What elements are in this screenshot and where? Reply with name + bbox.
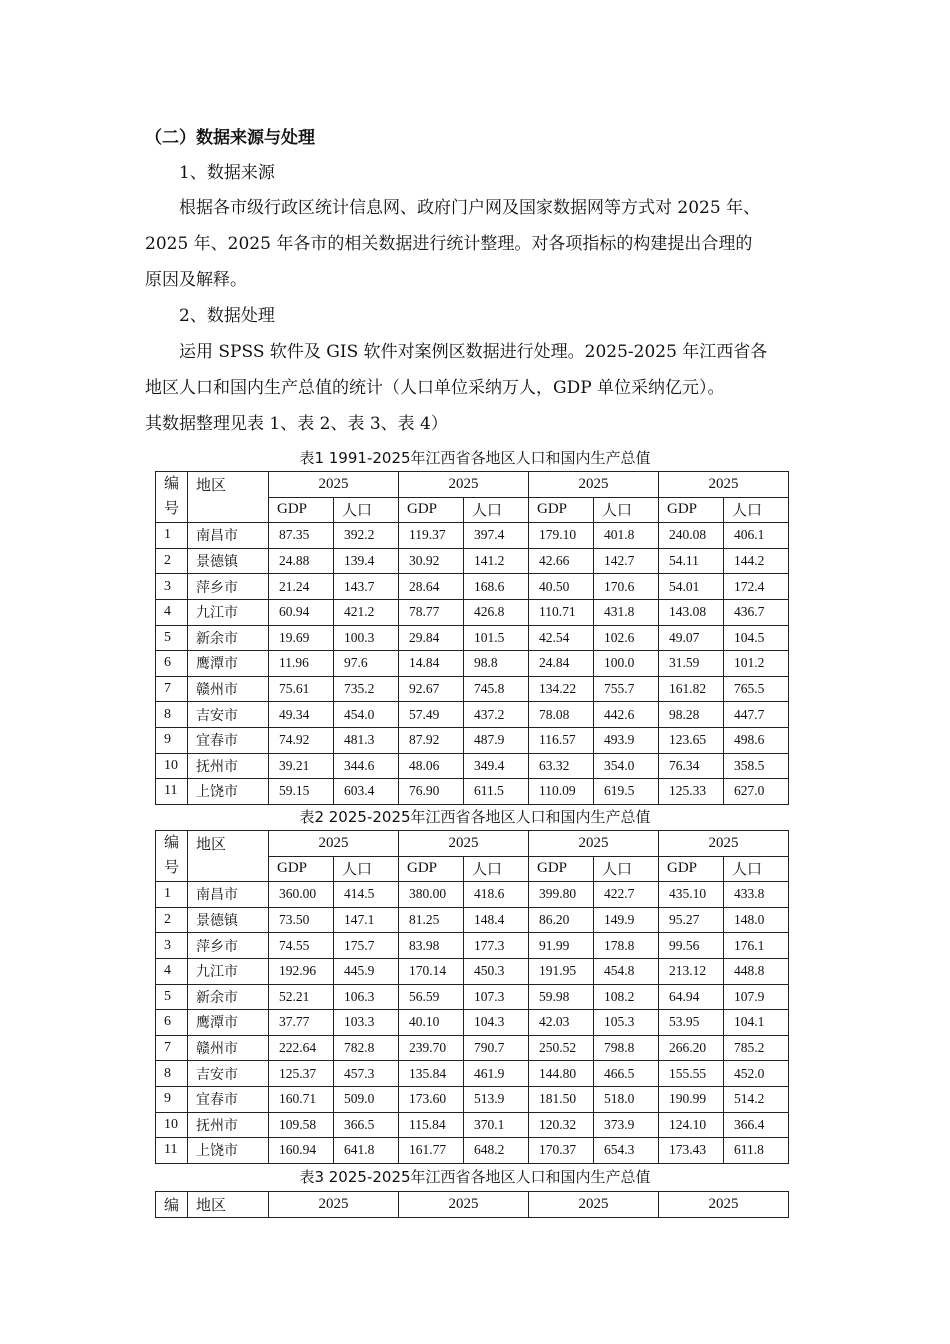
region-header: 地区 [188,472,269,523]
population-cell: 782.8 [334,1035,399,1061]
population-cell: 354.0 [594,753,659,779]
gdp-cell: 109.58 [269,1112,334,1138]
table-caption: 表2 2025-2025年江西省各地区人口和国内生产总值 [299,808,651,826]
row-index: 5 [156,984,188,1010]
gdp-cell: 170.14 [399,958,464,984]
gdp-cell: 181.50 [529,1086,594,1112]
table-row [156,1138,789,1164]
table-row [156,1086,789,1112]
year-header: 2025 [269,1192,399,1218]
gdp-cell: 380.00 [399,882,464,908]
population-cell: 436.7 [724,599,789,625]
table-row [156,882,789,908]
gdp-cell: 99.56 [659,933,724,959]
population-cell: 745.8 [464,676,529,702]
gdp-cell: 86.20 [529,907,594,933]
table-row [156,1010,789,1036]
population-cell: 603.4 [334,779,399,805]
row-index: 8 [156,1061,188,1087]
gdp-cell: 59.98 [529,984,594,1010]
region-cell: 抚州市 [188,753,269,779]
paragraph-line: 其数据整理见表 1、表 2、表 3、表 4） [145,414,448,434]
table-header-row [156,472,789,498]
population-cell: 798.8 [594,1035,659,1061]
population-cell: 611.8 [724,1138,789,1164]
index-header: 编 [156,1192,188,1218]
year-header: 2025 [399,472,529,498]
gdp-cell: 124.10 [659,1112,724,1138]
table-row [156,625,789,651]
gdp-cell: 42.54 [529,625,594,651]
population-cell: 101.5 [464,625,529,651]
gdp-cell: 64.94 [659,984,724,1010]
table-row [156,548,789,574]
population-cell: 627.0 [724,779,789,805]
gdp-cell: 91.99 [529,933,594,959]
gdp-header: GDP [399,856,464,882]
gdp-cell: 213.12 [659,958,724,984]
table-row [156,574,789,600]
year-header: 2025 [529,472,659,498]
region-cell: 九江市 [188,958,269,984]
row-index: 7 [156,1035,188,1061]
gdp-cell: 54.11 [659,548,724,574]
population-cell: 97.6 [334,651,399,677]
row-index: 3 [156,574,188,600]
row-index: 7 [156,676,188,702]
table-row [156,523,789,549]
population-cell: 370.1 [464,1112,529,1138]
gdp-cell: 74.92 [269,727,334,753]
year-header: 2025 [269,831,399,857]
gdp-cell: 19.69 [269,625,334,651]
table-row [156,702,789,728]
gdp-cell: 28.64 [399,574,464,600]
gdp-cell: 144.80 [529,1061,594,1087]
gdp-cell: 78.08 [529,702,594,728]
population-cell: 433.8 [724,882,789,908]
population-cell: 466.5 [594,1061,659,1087]
population-cell: 103.3 [334,1010,399,1036]
gdp-cell: 125.33 [659,779,724,805]
region-cell: 鹰潭市 [188,1010,269,1036]
population-cell: 107.3 [464,984,529,1010]
gdp-header: GDP [399,497,464,523]
gdp-cell: 53.95 [659,1010,724,1036]
gdp-cell: 52.21 [269,984,334,1010]
population-header: 人口 [594,497,659,523]
gdp-header: GDP [529,856,594,882]
row-index: 6 [156,1010,188,1036]
paragraph-line: 运用 SPSS 软件及 GIS 软件对案例区数据进行处理。2025-2025 年江西省各 [179,342,768,362]
gdp-cell: 116.57 [529,727,594,753]
table-row [156,907,789,933]
region-cell: 新余市 [188,984,269,1010]
region-cell: 宜春市 [188,727,269,753]
region-cell: 赣州市 [188,676,269,702]
gdp-cell: 49.07 [659,625,724,651]
gdp-cell: 76.90 [399,779,464,805]
row-index: 4 [156,599,188,625]
gdp-cell: 42.66 [529,548,594,574]
population-cell: 445.9 [334,958,399,984]
population-header: 人口 [464,497,529,523]
population-cell: 442.6 [594,702,659,728]
gdp-header: GDP [269,497,334,523]
region-header: 地区 [188,831,269,882]
year-header: 2025 [399,1192,529,1218]
table-row [156,651,789,677]
population-cell: 422.7 [594,882,659,908]
population-cell: 414.5 [334,882,399,908]
table-row [156,1061,789,1087]
gdp-cell: 173.60 [399,1086,464,1112]
gdp-cell: 40.10 [399,1010,464,1036]
gdp-cell: 190.99 [659,1086,724,1112]
table-row [156,676,789,702]
population-cell: 447.7 [724,702,789,728]
gdp-cell: 435.10 [659,882,724,908]
population-cell: 366.5 [334,1112,399,1138]
population-cell: 611.5 [464,779,529,805]
index-header: 编 号 [156,831,188,882]
region-cell: 萍乡市 [188,933,269,959]
population-cell: 149.9 [594,907,659,933]
table-row [156,1035,789,1061]
gdp-cell: 110.09 [529,779,594,805]
gdp-cell: 95.27 [659,907,724,933]
gdp-cell: 179.10 [529,523,594,549]
population-cell: 392.2 [334,523,399,549]
population-cell: 172.4 [724,574,789,600]
population-cell: 509.0 [334,1086,399,1112]
row-index: 10 [156,753,188,779]
population-cell: 105.3 [594,1010,659,1036]
population-cell: 518.0 [594,1086,659,1112]
population-cell: 457.3 [334,1061,399,1087]
region-cell: 南昌市 [188,882,269,908]
paragraph-data-source [145,190,825,298]
gdp-cell: 173.43 [659,1138,724,1164]
population-cell: 168.6 [464,574,529,600]
population-cell: 349.4 [464,753,529,779]
population-cell: 397.4 [464,523,529,549]
gdp-cell: 57.49 [399,702,464,728]
gdp-cell: 76.34 [659,753,724,779]
region-cell: 吉安市 [188,702,269,728]
region-cell: 萍乡市 [188,574,269,600]
gdp-cell: 48.06 [399,753,464,779]
population-cell: 452.0 [724,1061,789,1087]
gdp-cell: 30.92 [399,548,464,574]
region-cell: 宜春市 [188,1086,269,1112]
population-cell: 785.2 [724,1035,789,1061]
region-cell: 南昌市 [188,523,269,549]
population-cell: 755.7 [594,676,659,702]
population-cell: 104.1 [724,1010,789,1036]
gdp-cell: 155.55 [659,1061,724,1087]
population-cell: 735.2 [334,676,399,702]
gdp-cell: 125.37 [269,1061,334,1087]
population-cell: 108.2 [594,984,659,1010]
population-header: 人口 [334,856,399,882]
population-header: 人口 [594,856,659,882]
gdp-cell: 119.37 [399,523,464,549]
data-table [155,471,789,805]
gdp-cell: 73.50 [269,907,334,933]
gdp-cell: 63.32 [529,753,594,779]
population-cell: 454.8 [594,958,659,984]
table-row [156,599,789,625]
index-header: 编 号 [156,472,188,523]
table-row [156,779,789,805]
region-cell: 鹰潭市 [188,651,269,677]
row-index: 1 [156,523,188,549]
paragraph-data-processing [145,334,825,442]
population-cell: 175.7 [334,933,399,959]
gdp-cell: 14.84 [399,651,464,677]
gdp-cell: 160.71 [269,1086,334,1112]
population-cell: 106.3 [334,984,399,1010]
table-header-row [156,1192,789,1218]
gdp-cell: 87.92 [399,727,464,753]
row-index: 4 [156,958,188,984]
population-cell: 493.9 [594,727,659,753]
gdp-cell: 399.80 [529,882,594,908]
gdp-cell: 75.61 [269,676,334,702]
gdp-cell: 87.35 [269,523,334,549]
population-cell: 498.6 [724,727,789,753]
table-row [156,1112,789,1138]
row-index: 2 [156,907,188,933]
population-header: 人口 [464,856,529,882]
population-cell: 450.3 [464,958,529,984]
gdp-cell: 31.59 [659,651,724,677]
population-cell: 619.5 [594,779,659,805]
table-row [156,984,789,1010]
gdp-header: GDP [659,497,724,523]
population-cell: 148.0 [724,907,789,933]
gdp-cell: 78.77 [399,599,464,625]
year-header: 2025 [659,831,789,857]
region-cell: 吉安市 [188,1061,269,1087]
gdp-cell: 123.65 [659,727,724,753]
table-header-row [156,831,789,857]
population-cell: 102.6 [594,625,659,651]
gdp-cell: 40.50 [529,574,594,600]
population-cell: 178.8 [594,933,659,959]
region-cell: 上饶市 [188,1138,269,1164]
gdp-cell: 250.52 [529,1035,594,1061]
population-cell: 141.2 [464,548,529,574]
gdp-cell: 59.15 [269,779,334,805]
population-cell: 147.1 [334,907,399,933]
gdp-cell: 191.95 [529,958,594,984]
population-cell: 431.8 [594,599,659,625]
population-cell: 513.9 [464,1086,529,1112]
population-cell: 139.4 [334,548,399,574]
row-index: 5 [156,625,188,651]
gdp-cell: 83.98 [399,933,464,959]
data-table [155,1191,789,1218]
gdp-cell: 360.00 [269,882,334,908]
row-index: 9 [156,1086,188,1112]
table-caption: 表1 1991-2025年江西省各地区人口和国内生产总值 [299,449,651,467]
gdp-cell: 240.08 [659,523,724,549]
gdp-cell: 74.55 [269,933,334,959]
population-cell: 401.8 [594,523,659,549]
population-cell: 177.3 [464,933,529,959]
data-table [155,830,789,1164]
population-cell: 176.1 [724,933,789,959]
gdp-cell: 39.21 [269,753,334,779]
section-heading: （二）数据来源与处理 [145,128,315,148]
population-cell: 641.8 [334,1138,399,1164]
row-index: 1 [156,882,188,908]
gdp-cell: 266.20 [659,1035,724,1061]
gdp-cell: 161.77 [399,1138,464,1164]
region-cell: 赣州市 [188,1035,269,1061]
year-header: 2025 [659,1192,789,1218]
table-row [156,753,789,779]
table-row [156,727,789,753]
gdp-cell: 42.03 [529,1010,594,1036]
row-index: 9 [156,727,188,753]
region-cell: 抚州市 [188,1112,269,1138]
region-cell: 九江市 [188,599,269,625]
gdp-cell: 56.59 [399,984,464,1010]
gdp-cell: 29.84 [399,625,464,651]
population-cell: 358.5 [724,753,789,779]
gdp-cell: 222.64 [269,1035,334,1061]
year-header: 2025 [529,831,659,857]
gdp-cell: 160.94 [269,1138,334,1164]
population-cell: 98.8 [464,651,529,677]
population-cell: 461.9 [464,1061,529,1087]
population-header: 人口 [334,497,399,523]
population-cell: 143.7 [334,574,399,600]
population-header: 人口 [724,497,789,523]
population-cell: 144.2 [724,548,789,574]
population-cell: 100.3 [334,625,399,651]
gdp-cell: 60.94 [269,599,334,625]
region-cell: 上饶市 [188,779,269,805]
gdp-header: GDP [269,856,334,882]
year-header: 2025 [269,472,399,498]
row-index: 11 [156,779,188,805]
gdp-header: GDP [529,497,594,523]
year-header: 2025 [529,1192,659,1218]
population-cell: 437.2 [464,702,529,728]
population-cell: 426.8 [464,599,529,625]
region-cell: 新余市 [188,625,269,651]
gdp-cell: 24.84 [529,651,594,677]
gdp-cell: 120.32 [529,1112,594,1138]
subheading-data-source: 1、数据来源 [179,163,275,183]
paragraph-line: 地区人口和国内生产总值的统计（人口单位采纳万人，GDP 单位采纳亿元）。 [145,378,725,398]
gdp-cell: 192.96 [269,958,334,984]
population-cell: 373.9 [594,1112,659,1138]
population-cell: 418.6 [464,882,529,908]
paragraph-line: 2025 年、2025 年各市的相关数据进行统计整理。对各项指标的构建提出合理的 [145,234,753,254]
gdp-cell: 24.88 [269,548,334,574]
row-index: 11 [156,1138,188,1164]
gdp-cell: 54.01 [659,574,724,600]
population-cell: 481.3 [334,727,399,753]
row-index: 10 [156,1112,188,1138]
row-index: 2 [156,548,188,574]
gdp-cell: 143.08 [659,599,724,625]
gdp-cell: 134.22 [529,676,594,702]
region-header: 地区 [188,1192,269,1218]
population-cell: 170.6 [594,574,659,600]
population-cell: 514.2 [724,1086,789,1112]
population-cell: 454.0 [334,702,399,728]
population-cell: 790.7 [464,1035,529,1061]
gdp-header: GDP [659,856,724,882]
population-cell: 104.5 [724,625,789,651]
year-header: 2025 [399,831,529,857]
population-cell: 654.3 [594,1138,659,1164]
population-cell: 148.4 [464,907,529,933]
gdp-cell: 11.96 [269,651,334,677]
gdp-cell: 37.77 [269,1010,334,1036]
paragraph-line: 原因及解释。 [145,270,247,290]
population-cell: 648.2 [464,1138,529,1164]
population-cell: 344.6 [334,753,399,779]
row-index: 3 [156,933,188,959]
population-cell: 100.0 [594,651,659,677]
gdp-cell: 135.84 [399,1061,464,1087]
row-index: 6 [156,651,188,677]
gdp-cell: 239.70 [399,1035,464,1061]
gdp-cell: 21.24 [269,574,334,600]
population-cell: 406.1 [724,523,789,549]
population-header: 人口 [724,856,789,882]
population-cell: 104.3 [464,1010,529,1036]
gdp-cell: 49.34 [269,702,334,728]
gdp-cell: 98.28 [659,702,724,728]
population-cell: 142.7 [594,548,659,574]
population-cell: 107.9 [724,984,789,1010]
gdp-cell: 81.25 [399,907,464,933]
gdp-cell: 92.67 [399,676,464,702]
year-header: 2025 [659,472,789,498]
table-row [156,933,789,959]
region-cell: 景德镇 [188,548,269,574]
gdp-cell: 161.82 [659,676,724,702]
population-cell: 366.4 [724,1112,789,1138]
row-index: 8 [156,702,188,728]
population-cell: 765.5 [724,676,789,702]
population-cell: 487.9 [464,727,529,753]
gdp-cell: 170.37 [529,1138,594,1164]
subheading-data-processing: 2、数据处理 [179,306,275,326]
population-cell: 101.2 [724,651,789,677]
gdp-cell: 110.71 [529,599,594,625]
population-cell: 421.2 [334,599,399,625]
paragraph-line: 根据各市级行政区统计信息网、政府门户网及国家数据网等方式对 2025 年、 [179,198,761,218]
table-row [156,958,789,984]
region-cell: 景德镇 [188,907,269,933]
table-caption: 表3 2025-2025年江西省各地区人口和国内生产总值 [299,1168,651,1186]
gdp-cell: 115.84 [399,1112,464,1138]
population-cell: 448.8 [724,958,789,984]
